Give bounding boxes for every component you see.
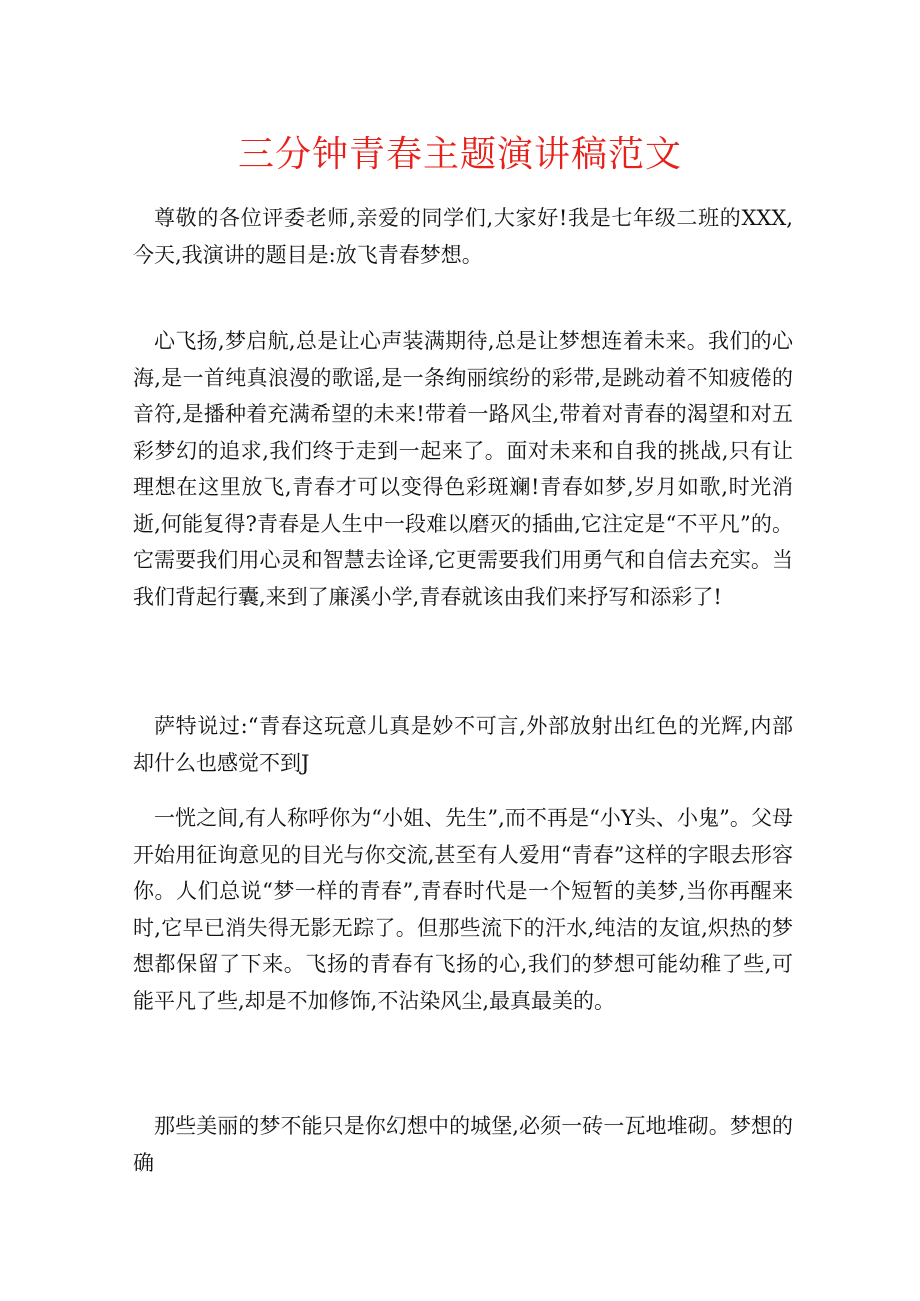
- paragraph-greeting: 尊敬的各位评委老师,亲爱的同学们,大家好!我是七年级二班的XXX,今天,我演讲的题目是:放飞青春梦想。: [133, 206, 793, 267]
- paragraph-dream-sail: 心飞扬,梦启航,总是让心声装满期待,总是让梦想连着未来。我们的心海,是一首纯真浪漫的歌谣,是一条绚丽缤纷的彩带,是跳动着不知疲倦的音符,是播种着充满希望的未来!带着一路风尘,带着对青春的渴望和对五彩梦幻的追求,我们终于走到一起来了。面对未来和自我的挑战,只有让理想在这里放飞,青春才可以变得色彩斑斓!青春如梦,岁月如歌,时光消逝,何能复得?青春是人生中一段难以磨灭的插曲,它注定是“不平凡”的。它需要我们用心灵和智慧去诠译,它更需要我们用勇气和自信去充实。当我们背起行囊,来到了廉溪小学,青春就该由我们来抒写和添彩了!: [133, 329, 793, 609]
- paragraph-castle: 那些美丽的梦不能只是你幻想中的城堡,必须一砖一瓦地堆砌。梦想的确: [133, 1114, 793, 1175]
- document-title: 三分钟青春主题演讲稿范文: [237, 134, 682, 175]
- paragraph-youth-dream: 一恍之间,有人称呼你为“小姐、先生”,而不再是“小Y头、小鬼”。父母开始用征询意见的目光与你交流,甚至有人爱用“青春”这样的字眼去形容你。人们总说“梦一样的青春”,青春时代是一个短暂的美梦,当你再醒来时,它早已消失得无影无踪了。但那些流下的汗水,纯洁的友谊,炽热的梦想都保留了下来。飞扬的青春有飞扬的心,我们的梦想可能幼稚了些,可能平凡了些,却是不加修饰,不沾染风尘,最真最美的。: [133, 806, 793, 1013]
- paragraph-sartre-quote: 萨特说过:“青春这玩意儿真是妙不可言,外部放射出红色的光辉,内部却什么也感觉不到J: [133, 714, 793, 775]
